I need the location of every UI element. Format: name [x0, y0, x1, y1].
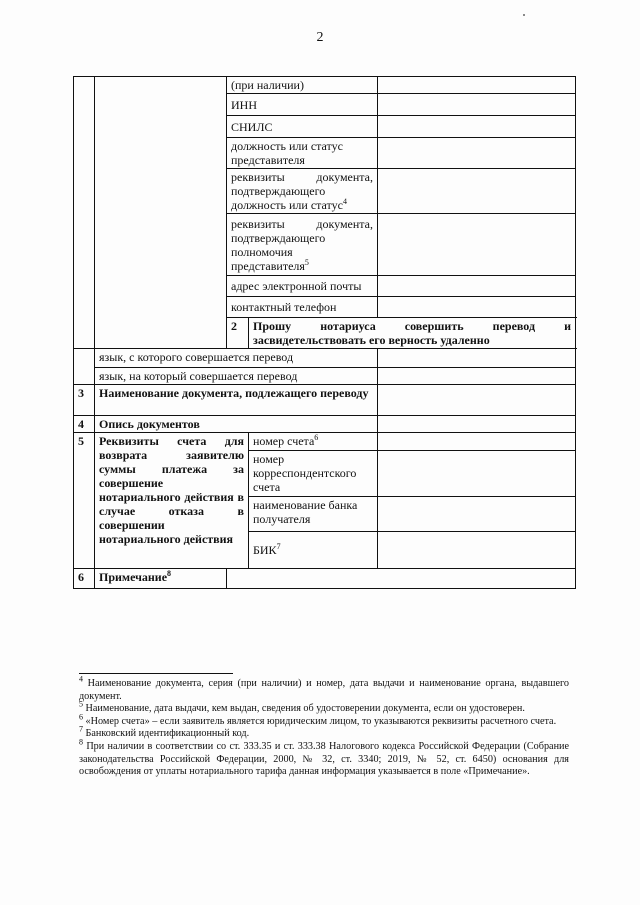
account-number-label — [249, 433, 378, 451]
corr-account-value[interactable] — [378, 451, 576, 497]
email-value[interactable] — [378, 276, 576, 297]
application-form-table — [73, 76, 576, 589]
footnote-6-text: «Номер счета» – если заявитель является юридическим лицом, то указываются реквизиты расчетного счета. — [83, 715, 557, 727]
section3-number: 3 — [74, 385, 95, 416]
snils-value[interactable] — [378, 116, 576, 138]
section6-title — [95, 569, 227, 589]
lang-from-value[interactable] — [378, 349, 576, 368]
footnote-5 — [79, 699, 569, 716]
footnote-4 — [79, 674, 569, 703]
section1-label-cell — [95, 77, 227, 349]
section2-num-spacer — [74, 349, 95, 385]
corr-account-label: номер корреспондентского счета — [249, 451, 378, 497]
section4-title: Опись документов — [95, 416, 378, 433]
scan-speck — [523, 14, 525, 16]
section2-number: 2 — [227, 318, 249, 349]
footnote-ref-5: 5 — [304, 257, 309, 267]
authority-doc-label — [227, 214, 378, 276]
authority-doc-value[interactable] — [378, 214, 576, 276]
inn-value[interactable] — [378, 94, 576, 116]
bik-value[interactable] — [378, 532, 576, 569]
lang-to-label: язык, на который совершается перевод — [95, 368, 378, 385]
position-doc-text: реквизиты документа, подтверждающего должность или статус — [231, 170, 374, 212]
footnote-5-marker: 5 — [79, 699, 83, 709]
footnote-6 — [79, 712, 569, 729]
bik-text: БИК — [253, 543, 277, 557]
section5-number: 5 — [74, 433, 95, 569]
document-list-value[interactable] — [378, 416, 576, 433]
email-label: адрес электронной почты — [227, 276, 378, 297]
bank-name-value[interactable] — [378, 497, 576, 532]
footnote-8 — [79, 737, 569, 779]
inn-label: ИНН — [227, 94, 378, 116]
account-number-value[interactable] — [378, 433, 576, 451]
footnote-ref-7: 7 — [276, 542, 281, 551]
section2-title: Прошу нотариуса совершить перевод и засвидетельствовать его верность удаленно — [249, 318, 576, 349]
footnotes — [79, 674, 569, 779]
section6-number: 6 — [74, 569, 95, 589]
lang-to-value[interactable] — [378, 368, 576, 385]
section3-title: Наименование документа, подлежащего переводу — [95, 385, 378, 416]
footnote-separator — [79, 673, 233, 674]
footnote-4-marker: 4 — [79, 674, 83, 684]
footnote-6-marker: 6 — [79, 712, 83, 722]
footnote-7-text: Банковский идентификационный код. — [83, 728, 250, 740]
section5-title: Реквизиты счета для возврата заявителю суммы платежа за совершение нотариального действия в случае отказа в совершении нотариального действия — [95, 433, 249, 569]
rep-if-any-value[interactable] — [378, 77, 576, 94]
footnote-4-text: Наименование документа, серия (при наличии) и номер, дата выдачи и наименование органа, выдавшего документ. — [79, 678, 569, 702]
authority-doc-text: реквизиты документа, подтверждающего полномочия представителя — [231, 216, 374, 273]
footnote-8-text: При наличии в соответствии со ст. 333.35 и ст. 333.38 Налогового кодекса Российской Федерации (Собрание законодательства Российской Федерации, 2000, № 32, ст. 3340; 2019, № 52, ст. 6450) основания для освобождения от уплаты нотариального тарифа данная информация указывается в поле «Примечание». — [79, 740, 569, 778]
footnote-ref-8: 8 — [167, 569, 172, 578]
footnote-ref-4: 4 — [342, 197, 347, 206]
lang-from-label: язык, с которого совершается перевод — [95, 349, 378, 368]
footnote-7 — [79, 724, 569, 741]
section1-num-cell — [74, 77, 95, 349]
footnote-5-text: Наименование, дата выдачи, кем выдан, сведения об удостоверении документа, если он удостоверен. — [83, 703, 525, 715]
account-number-text: номер счета — [253, 434, 315, 448]
phone-value[interactable] — [378, 297, 576, 318]
footnote-8-marker: 8 — [79, 737, 83, 747]
footnote-ref-6: 6 — [314, 433, 319, 442]
position-label: должность или статус представителя — [227, 138, 378, 169]
phone-label: контактный телефон — [227, 297, 378, 318]
footnote-7-marker: 7 — [79, 724, 83, 734]
section6-title-text: Примечание — [99, 570, 168, 584]
section4-number: 4 — [74, 416, 95, 433]
bank-name-label: наименование банка получателя — [249, 497, 378, 532]
bik-label — [249, 532, 378, 569]
note-value[interactable] — [227, 569, 576, 589]
position-value[interactable] — [378, 138, 576, 169]
snils-label: СНИЛС — [227, 116, 378, 138]
document-name-value[interactable] — [378, 385, 576, 416]
position-doc-label — [227, 169, 378, 214]
page-number: 2 — [316, 30, 324, 45]
rep-if-any-label: (при наличии) — [227, 77, 378, 94]
position-doc-value[interactable] — [378, 169, 576, 214]
